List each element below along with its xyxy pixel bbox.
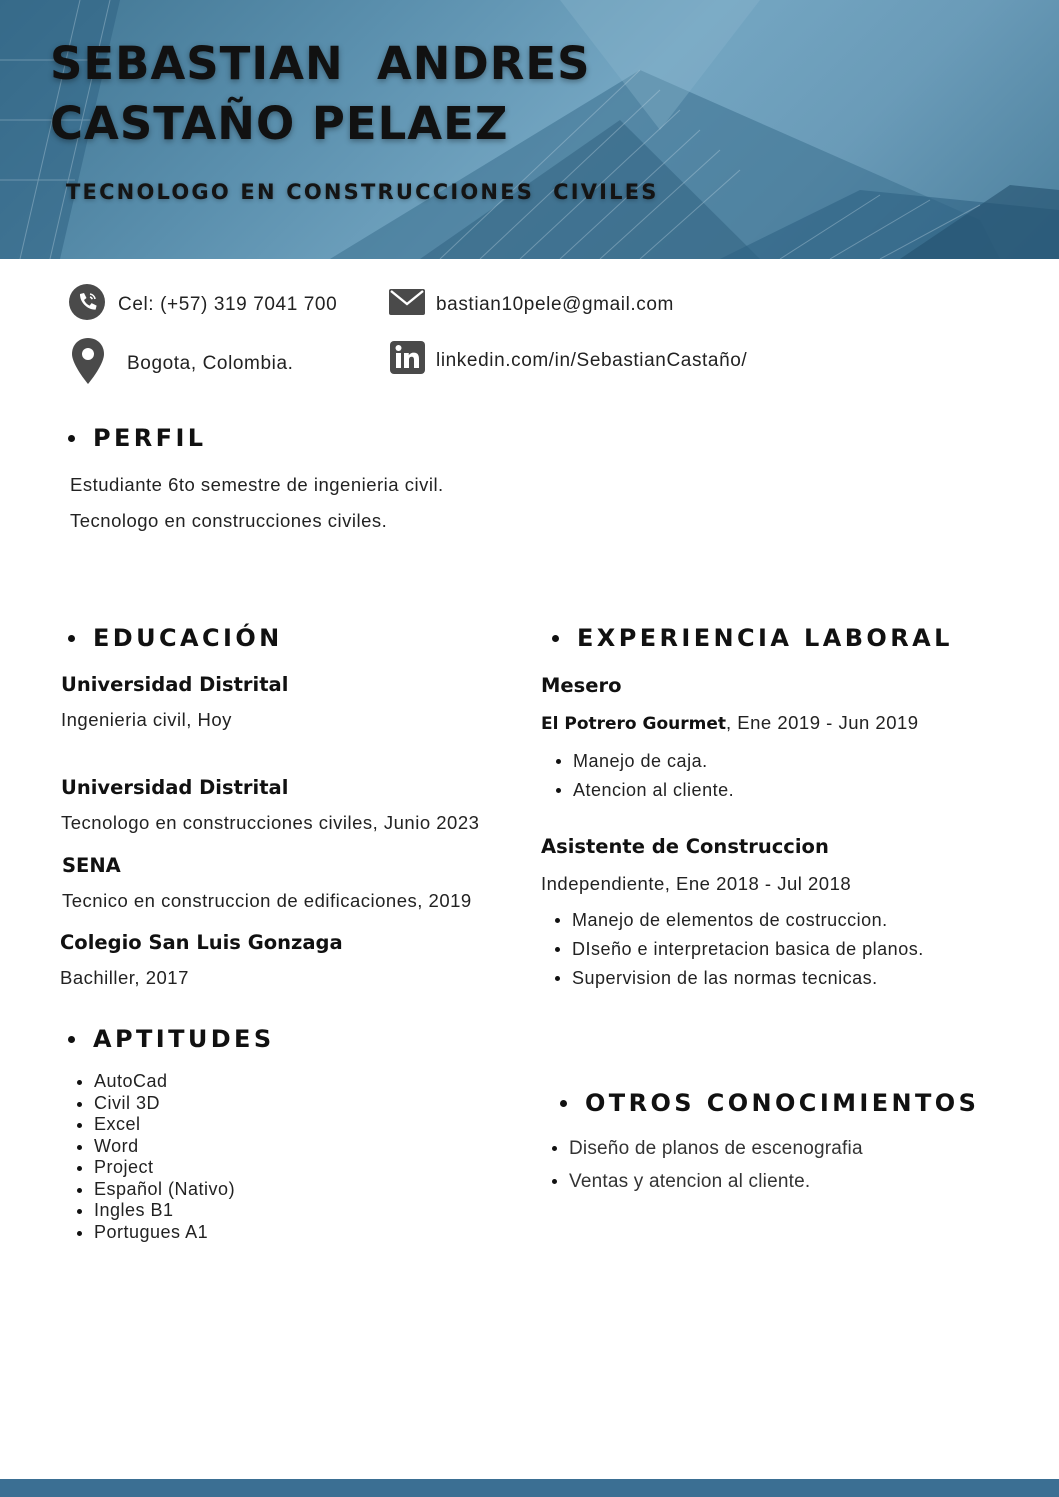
location-text: Bogota, Colombia. — [127, 353, 294, 374]
education-detail: Ingenieria civil, Hoy — [61, 709, 232, 730]
name-line-1: SEBASTIAN ANDRES — [50, 37, 591, 90]
list-item: Manejo de caja. — [553, 747, 734, 776]
list-item: Diseño de planos de escenografia — [549, 1132, 863, 1165]
profession-title: TECNOLOGO EN CONSTRUCCIONES CIVILES — [66, 180, 659, 204]
list-item: AutoCad — [74, 1071, 235, 1093]
list-item: Manejo de elementos de costruccion. — [552, 906, 924, 935]
email-text[interactable]: bastian10pele@gmail.com — [436, 294, 674, 315]
education-detail: Bachiller, 2017 — [60, 967, 189, 988]
linkedin-icon — [390, 341, 425, 380]
contact-email — [389, 289, 674, 321]
aptitudes-list — [74, 1071, 235, 1243]
section-title-otros — [560, 1089, 979, 1117]
bullet-dot — [68, 1036, 75, 1043]
phone-icon — [68, 283, 106, 327]
header-banner — [0, 0, 1059, 259]
email-icon — [389, 289, 425, 321]
education-school: Colegio San Luis Gonzaga — [60, 931, 343, 954]
list-item: Civil 3D — [74, 1093, 235, 1115]
list-item: Atencion al cliente. — [553, 776, 734, 805]
section-title-aptitudes — [68, 1025, 275, 1053]
footer-bar — [0, 1479, 1059, 1497]
education-school: SENA — [62, 854, 121, 877]
location-pin-icon — [70, 337, 106, 391]
linkedin-text[interactable]: linkedin.com/in/SebastianCastaño/ — [436, 349, 748, 371]
education-school: Universidad Distrital — [61, 673, 289, 696]
education-school: Universidad Distrital — [61, 776, 289, 799]
job-period: , Ene 2019 - Jun 2019 — [726, 712, 919, 733]
contact-location — [70, 337, 294, 391]
list-item: Supervision de las normas tecnicas. — [552, 964, 924, 993]
phone-text[interactable]: Cel: (+57) 319 7041 700 — [118, 294, 338, 315]
list-item: Ventas y atencion al cliente. — [549, 1165, 863, 1198]
perfil-line: Estudiante 6to semestre de ingenieria civil. — [70, 474, 444, 495]
list-item: Project — [74, 1157, 235, 1179]
list-item: Excel — [74, 1114, 235, 1136]
education-detail: Tecnologo en construcciones civiles, Junio 2023 — [61, 812, 480, 833]
job-role: Asistente de Construccion — [541, 835, 829, 858]
section-title-experiencia — [552, 624, 953, 652]
section-title-educacion — [68, 624, 283, 652]
job-company-line — [541, 712, 919, 734]
experiencia-title-text: EXPERIENCIA LABORAL — [577, 624, 953, 652]
list-item: Ingles B1 — [74, 1200, 235, 1222]
job-company: El Potrero Gourmet — [541, 714, 727, 734]
otros-list — [549, 1132, 863, 1198]
contact-linkedin — [390, 341, 747, 380]
perfil-line: Tecnologo en construcciones civiles. — [70, 510, 388, 531]
bullet-dot — [552, 635, 559, 642]
aptitudes-title-text: APTITUDES — [93, 1025, 275, 1053]
list-item: DIseño e interpretacion basica de planos. — [552, 935, 924, 964]
contact-phone — [68, 283, 337, 327]
name-line-2: CASTAÑO PELAEZ — [50, 97, 509, 150]
job-tasks — [553, 747, 734, 805]
education-detail: Tecnico en construccion de edificaciones, 2019 — [62, 890, 472, 911]
section-title-perfil — [68, 424, 206, 452]
bullet-dot — [560, 1100, 567, 1107]
educacion-title-text: EDUCACIÓN — [93, 624, 283, 652]
bullet-dot — [68, 635, 75, 642]
job-role: Mesero — [541, 674, 622, 697]
perfil-title-text: PERFIL — [93, 424, 207, 452]
list-item: Word — [74, 1136, 235, 1158]
job-tasks — [552, 906, 924, 993]
full-name — [50, 34, 750, 154]
list-item: Portugues A1 — [74, 1222, 235, 1244]
list-item: Español (Nativo) — [74, 1179, 235, 1201]
job-company-line: Independiente, Ene 2018 - Jul 2018 — [541, 873, 852, 894]
bullet-dot — [68, 435, 75, 442]
otros-title-text: OTROS CONOCIMIENTOS — [585, 1089, 980, 1117]
